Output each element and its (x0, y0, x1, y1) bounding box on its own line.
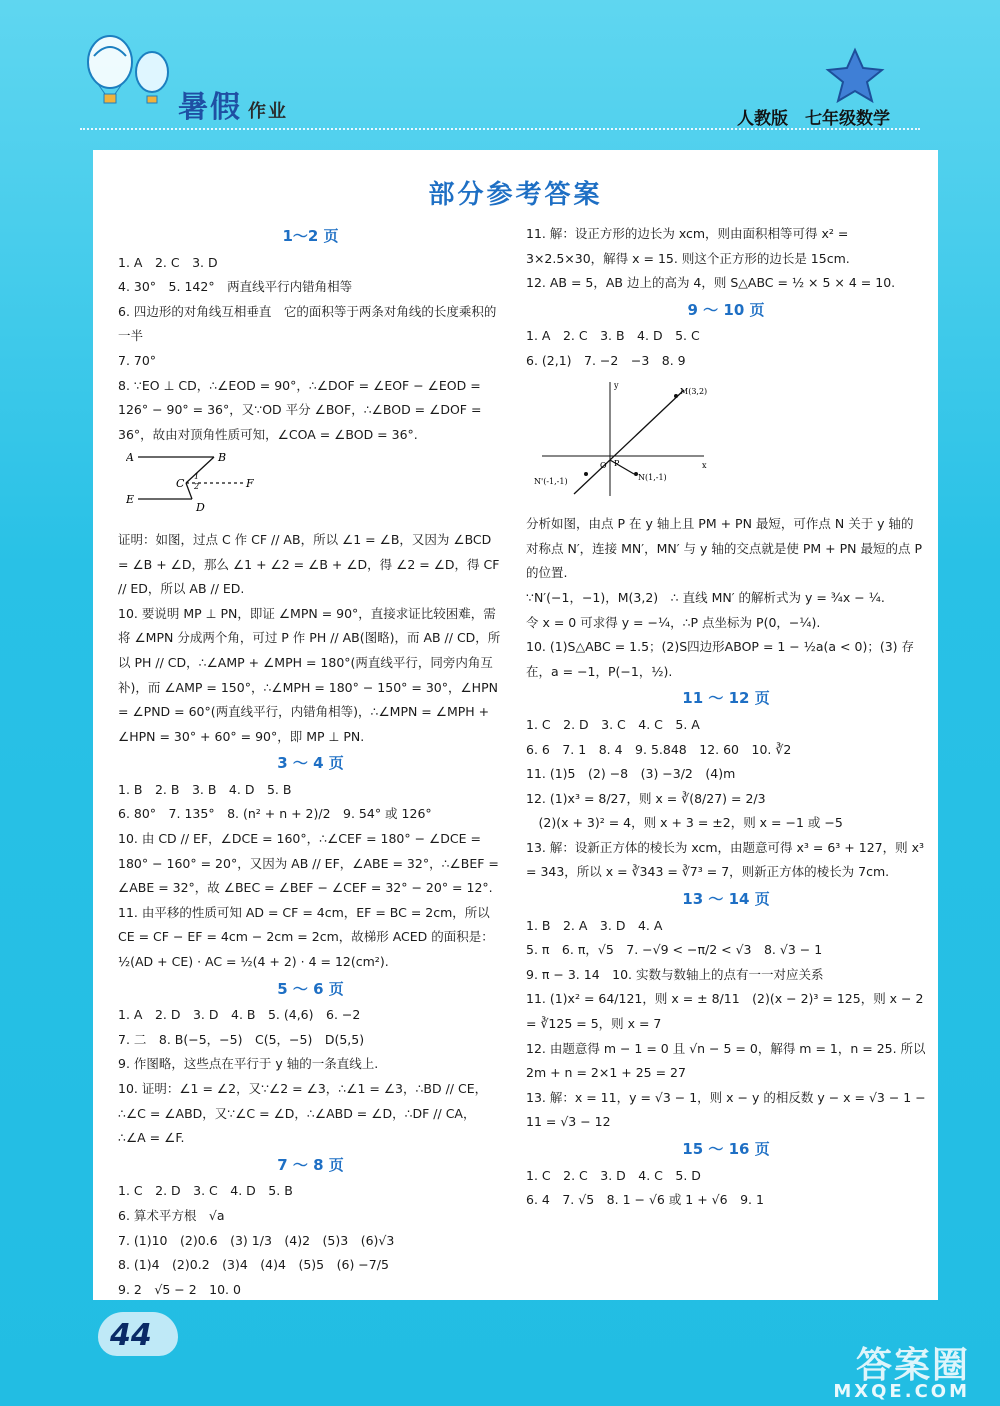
figure-line (186, 457, 214, 483)
figure-label: P (614, 458, 620, 468)
answer-line: 4. 30° 5. 142° 两直线平行内错角相等 (118, 279, 353, 295)
coordinate-figure (534, 376, 714, 500)
answer-line: 9. 2 √5 − 2 10. 0 (118, 1281, 241, 1297)
page-header (0, 0, 1000, 150)
section-heading: 5 ～ 6 页 (277, 979, 344, 998)
section-heading: 3 ～ 4 页 (277, 754, 344, 773)
figure-label: A (126, 451, 134, 465)
figure-label: E (126, 493, 135, 507)
answer-line: 1. B 2. A 3. D 4. A (526, 917, 663, 933)
answer-line: 令 x = 0 可求得 y = −¼，∴P 点坐标为 P(0，−¼). (526, 614, 821, 630)
watermark-url: MXQE.COM (833, 1381, 970, 1402)
answer-line: 11. 解：设正方形的边长为 xcm，则由面积相等可得 x² = 3×2.5×30，解得 x = 15. 则这个正方形的边长是 15cm. (526, 226, 853, 266)
answer-line: ∵N′(−1，−1)，M(3,2) ∴ 直线 MN′ 的解析式为 y = ¾x − ¼. (526, 589, 885, 605)
answer-line: 分析如图，由点 P 在 y 轴上且 PM + PN 最短，可作点 N 关于 y 轴的对称点 N′，连接 MN′，MN′ 与 y 轴的交点就是使 PM + PN 最短的点 P 的位置. (526, 516, 926, 581)
answer-line: 1. C 2. D 3. C 4. D 5. B (118, 1183, 293, 1199)
hot-air-balloon-icon (80, 28, 180, 118)
figure-point (674, 394, 678, 398)
figure-label: 1 (194, 472, 200, 482)
section-heading: 13 ～ 14 页 (682, 890, 770, 909)
answer-line: 6. 6 7. 1 8. 4 9. 5.848 12. 60 10. ∛2 (526, 741, 792, 757)
answer-line: 1. A 2. C 3. B 4. D 5. C (526, 328, 700, 344)
answer-line: 5. π 6. π，√5 7. −√9 < −π/2 < √3 8. √3 − 1 (526, 942, 823, 958)
watermark-logo: 答案圈 (855, 1345, 970, 1386)
answer-line: 7. 二 8. B(−5，−5) C(5，−5) D(5,5) (118, 1031, 365, 1047)
answer-line: 6. (2,1) 7. −2 −3 8. 9 (526, 352, 686, 368)
answer-line: 10. 要说明 MP ⊥ PN，即证 ∠MPN = 90°，直接求证比较困难，需将 ∠MPN 分成两个角，可过 P 作 PH // AB(图略)，而 AB // CD，所以 PH // CD，∴∠AMP + ∠MPH = 180°(两直线平行，同旁内角互补)，而 ∠AMP = 150°，∴∠MPH = 180° − 150° = 30°，∠HPN = ∠PND = 60°(两直线平行，内错角相等)，∴∠MPN = ∠MPH + ∠HPN = 30° + 60° = 90°，即 MP ⊥ PN. (118, 605, 502, 744)
section-heading: 9 ～ 10 页 (687, 300, 765, 319)
answer-line: 1. C 2. C 3. D 4. C 5. D (526, 1167, 701, 1183)
answer-line: 6. 四边形的对角线互相垂直 它的面积等于两条对角线的长度乘积的一半 (118, 303, 497, 344)
answer-line: 13. 解：设新正方体的棱长为 xcm，由题意可得 x³ = 6³ + 127，则 x³ = 343，所以 x = ∛343 = ∛7³ = 7，则新正方体的棱长为 7cm. (526, 839, 928, 880)
page-number: 44 (110, 1318, 152, 1353)
figure-label: B (218, 451, 227, 465)
figure-label: D (196, 501, 205, 515)
parallel-lines-figure (126, 449, 256, 515)
answer-line: 9. 作图略，这些点在平行于 y 轴的一条直线上. (118, 1056, 379, 1072)
figure-line (574, 390, 684, 494)
figure-line (186, 483, 192, 499)
figure-label: N'(-1,-1) (534, 476, 568, 486)
answer-line: 10. (1)S△ABC = 1.5；(2)S四边形ABOP = 1 − ½a(a < 0)；(3) 存在，a = −1，P(−1，½). (526, 639, 915, 679)
page-title: 部分参考答案 (428, 180, 603, 210)
answer-line: (2)(x + 3)² = 4，则 x + 3 = ±2，则 x = −1 或 −5 (526, 815, 843, 831)
right-column (526, 222, 930, 1213)
answer-line: 证明：如图，过点 C 作 CF // AB，所以 ∠1 = ∠B，又因为 ∠BCD = ∠B + ∠D，那么 ∠1 + ∠2 = ∠B + ∠D，得 ∠2 = ∠D，得 CF // ED，所以 AB // ED. (118, 531, 504, 597)
answer-line: 1. A 2. C 3. D (118, 254, 218, 270)
header-divider (80, 128, 920, 140)
answer-line: 6. 算术平方根 √a (118, 1207, 225, 1223)
figure-label: x (702, 460, 707, 470)
section-heading: 15 ～ 16 页 (682, 1140, 770, 1158)
left-column (118, 222, 503, 1302)
figure-label: N(1,-1) (638, 472, 667, 482)
section-heading: 11 ～ 12 页 (682, 689, 770, 708)
edition-label: 人教版 七年级数学 (737, 109, 890, 129)
answer-line: 11. 由平移的性质可知 AD = CF = 4cm，EF = BC = 2cm，所以 CE = CF − EF = 4cm − 2cm = 2cm，故梯形 ACED 的面积是：½(AD + CE) · AC = ½(4 + 2) · 4 = 12(cm²). (118, 904, 494, 970)
section-heading: 1～2 页 (282, 227, 339, 245)
answer-line: 13. 解：x = 11，y = √3 − 1，则 x − y 的相反数 y − x = √3 − 1 − 11 = √3 − 12 (526, 1089, 930, 1130)
answer-line: 6. 80° 7. 135° 8. (n² + n + 2)/2 9. 54° 或 126° (118, 806, 432, 822)
star-icon (820, 46, 890, 106)
figure-label: C (176, 477, 185, 491)
answer-line: 1. A 2. D 3. D 4. B 5. (4,6) 6. −2 (118, 1007, 361, 1023)
figure-label: F (246, 477, 254, 491)
answer-line: 11. (1)5 (2) −8 (3) −3/2 (4)m (526, 766, 736, 782)
answer-line: 12. 由题意得 m − 1 = 0 且 √n − 5 = 0，解得 m = 1，n = 25. 所以 2m + n = 2×1 + 25 = 27 (526, 1040, 930, 1081)
answer-line: 12. (1)x³ = 8/27，则 x = ∛(8/27) = 2/3 (526, 790, 766, 806)
figure-label: O (600, 460, 607, 470)
answer-line: 1. C 2. D 3. C 4. C 5. A (526, 716, 700, 732)
answer-line: 8. ∵EO ⊥ CD，∴∠EOD = 90°，∴∠DOF = ∠EOF − ∠EOD = 126° − 90° = 36°，又∵OD 平分 ∠BOF，∴∠BOD = ∠DOF = 36°，故由对顶角性质可知，∠COA = ∠BOD = 36°. (118, 377, 486, 442)
answer-line: 12. AB = 5，AB 边上的高为 4，则 S△ABC = ½ × 5 × 4 = 10. (526, 275, 896, 291)
answer-line: 11. (1)x² = 64/121，则 x = ± 8/11 (2)(x − 2)³ = 125，则 x − 2 = ∛125 = 5，则 x = 7 (526, 991, 928, 1032)
answer-sheet (93, 150, 938, 1300)
figure-label: 2 (194, 482, 200, 492)
figure-label: y (614, 380, 619, 390)
answer-line: 7. (1)10 (2)0.6 (3) 1/3 (4)2 (5)3 (6)√3 (118, 1232, 395, 1248)
answer-line: 10. 证明：∠1 = ∠2，又∵∠2 = ∠3，∴∠1 = ∠3，∴BD // CE，∴∠C = ∠ABD，又∵∠C = ∠D，∴∠ABD = ∠D，∴DF // CA，∴∠A = ∠F. (118, 1081, 488, 1146)
figure-label: M(3,2) (680, 386, 708, 396)
answer-line: 1. B 2. B 3. B 4. D 5. B (118, 781, 292, 797)
answer-line: 9. π − 3. 14 10. 实数与数轴上的点有一一对应关系 (526, 966, 824, 982)
series-logo: 暑假 作业 (178, 90, 288, 125)
answer-line: 6. 4 7. √5 8. 1 − √6 或 1 + √6 9. 1 (526, 1192, 764, 1208)
answer-line: 7. 70° (118, 352, 157, 368)
answer-line: 10. 由 CD // EF，∠DCE = 160°，∴∠CEF = 180° − ∠DCE = 180° − 160° = 20°，又因为 AB // EF，∠ABE = 32°，∴∠BEF = ∠ABE = 32°，故 ∠BEC = ∠BEF − ∠CEF = 32° − 20° = 12°. (118, 831, 503, 896)
section-heading: 7 ～ 8 页 (277, 1155, 344, 1174)
figure-point (584, 472, 588, 476)
answer-line: 8. (1)4 (2)0.2 (3)4 (4)4 (5)5 (6) −7/5 (118, 1257, 389, 1273)
